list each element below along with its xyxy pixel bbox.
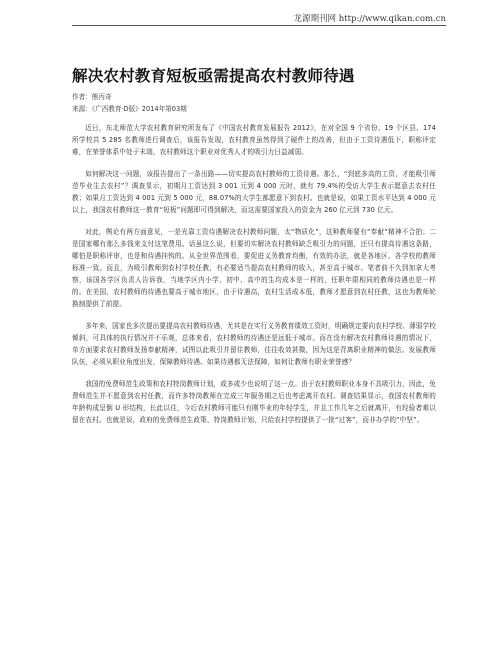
article-title: 解决农村教育短板亟需提高农村教师待遇 — [72, 67, 355, 85]
paragraph: 多年来，国家也多次提出要提高农村教师待遇，尤其是在实行义务教育绩效工资时，明确规定要向农村学校、薄弱学校倾斜，可具体的执行情况并不乐观，总体来看，农村教师的待遇还是远低于城市。而在没有解决农村教师待遇的情况下，单方面要求农村教师发扬奉献精神，试图以此吸引并留住教师，往往收效甚微，因为这是背离职业精神的做法。发展教师队伍，必须从职业角度出发，保障教师待遇。如果待遇都无法保障，如何让教师有职业荣誉感？ — [72, 322, 436, 366]
article-body — [72, 122, 436, 436]
paragraph: 对此，舆论有两方面意见，一是光靠工资待遇解决农村教师问题，太“物质化”，这种教师要有“奉献”精神不合拍；二是国家哪有那么多钱来支付这笔费用。话虽这么说，但要切实解决农村教师缺乏吸引力的问题，还只有提高待遇这条路，哪怕是职称评审，也是和待遇挂钩的。从全世界范围看，要促进义务教育均衡，有效的办法，就是各地区、各学校的教师标准一致。而且，为吸引教师到农村学校任教，有必要适当提高农村教师的收入，甚至高于城市。笔者前不久到加拿大考察，该国各学区负责人告诉我，当地学区内小学、初中、高中的生均成本是一样的，任职年限相同的教师待遇也是一样的。在美国，农村教师的待遇也要高于城市地区，由于待遇高，农村生活成本低，教师才愿意到农村任教，这也为教师轮换制提供了前提。 — [72, 228, 436, 308]
paragraph: 如何解决这一问题，该报告提出了一条出路——切实提高农村教师的工资待遇。那么，“到底多高的工资，才能吸引师范毕业生去农村”？调查显示，初期月工资达到 3 001 元到 4 000 元时，就有 79.4%的受访大学生表示愿意去农村任教；如果月工资达到 4 001 元到 5 000 元，88.07%的大学生都愿意下到农村。也就是说，如果工资水平达到 4 000 元以上，我国农村教师这一教育“短板”问题即可得到解决，而这需要国家投入的资金为 260 亿元到 730 亿元。 — [72, 170, 436, 214]
author-line: 作者：熊丙奇 — [72, 93, 112, 101]
paragraph: 我国的免费师范生政策和农村特岗教师计划，或多或少也说明了这一点。由于农村教师职业本身不具吸引力，因此，免费师范生并不愿意到农村任教，而许多特岗教师在完成三年服务期之后也考虑离开农村。调查结果显示，我国农村教师的年龄构成呈倒 U 形结构，长此以往，今后农村教师可能只有刚毕业的年轻学生，并且工作几年之后就离开，有经验者难以留在农村。也就是说，政府的免费师范生政策、特岗教师计划，只给农村学校提供了一批“过客”，而非办学的“中坚”。 — [72, 380, 436, 424]
source-line: 来源：《广西教育·D版》2014年第03期 — [72, 105, 187, 113]
paragraph: 近日，东北师范大学农村教育研究所发布了《中国农村教育发展报告 2012》，在对全国 9 个省份、19 个区县、174 所学校共 5 285 名教师进行调查后，该报告发现，农村教育虽然得到了硬件上的改善，但由于工资待遇低下，职称评定难，在荣誉体系中处于末端，农村教师这个职业对优秀人才的吸引力日益减弱。 — [72, 124, 436, 156]
site-header[interactable]: 龙源期刊网 http://www.qikan.com.cn — [293, 14, 446, 24]
header-divider — [72, 25, 446, 26]
